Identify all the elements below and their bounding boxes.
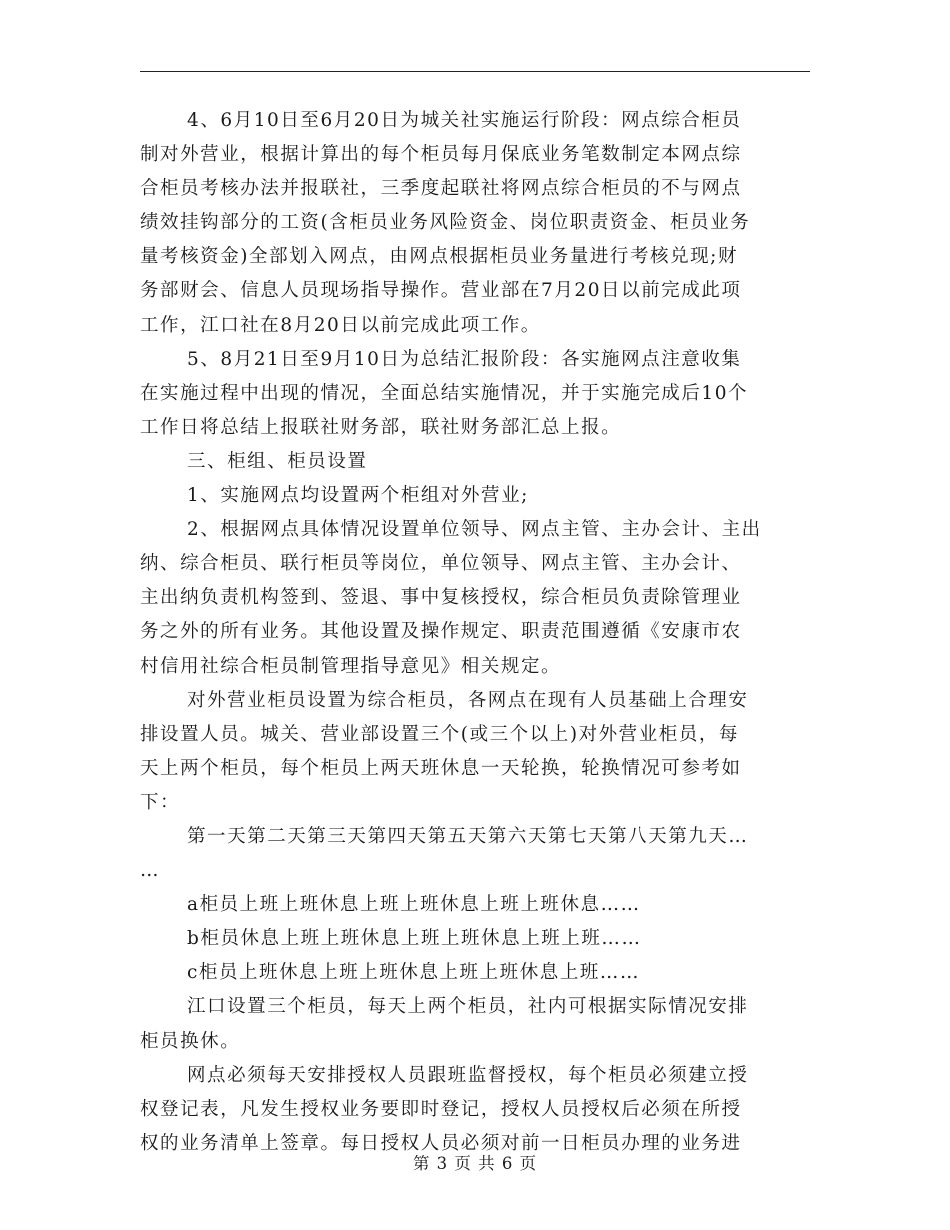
page-footer: 第 3 页 共 6 页	[412, 1154, 538, 1173]
text-line: 三、柜组、柜员设置	[187, 450, 368, 472]
text-line: 权登记表，凡发生授权业务要即时登记，授权人员授权后必须在所授	[140, 1098, 742, 1120]
body-text	[140, 104, 815, 1161]
text-line: 权的业务清单上签章。每日授权人员必须对前一日柜员办理的业务进	[140, 1132, 742, 1154]
text-line: …	[140, 860, 161, 882]
text-line: 4、6月10日至6月20日为城关社实施运行阶段：网点综合柜员	[187, 110, 742, 131]
text-line: 2、根据网点具体情况设置单位领导、网点主管、主办会计、主出	[187, 519, 762, 541]
text-line: 网点必须每天安排授权人员跟班监督授权，每个柜员必须建立授	[187, 1064, 749, 1086]
text-line: 5、8月21日至9月10日为总结汇报阶段：各实施网点注意收集	[187, 348, 742, 370]
text-line: 务之外的所有业务。其他设置及操作规定、职责范围遵循《安康市农	[140, 621, 742, 643]
text-line: 务部财会、信息人员现场指导操作。营业部在7月20日以前完成此项	[140, 280, 742, 302]
text-line: 1、实施网点均设置两个柜组对外营业;	[187, 485, 529, 507]
text-line: 下：	[140, 791, 181, 813]
text-line: a柜员上班上班休息上班上班休息上班上班休息……	[187, 894, 641, 916]
text-line: 江口设置三个柜员，每天上两个柜员，社内可根据实际情况安排	[187, 996, 749, 1018]
text-line: 量考核资金)全部划入网点，由网点根据柜员业务量进行考核兑现;财	[140, 246, 739, 268]
text-line: 第一天第二天第三天第四天第五天第六天第七天第八天第九天…	[187, 825, 749, 847]
text-line: 合柜员考核办法并报联社，三季度起联社将网点综合柜员的不与网点	[140, 178, 742, 200]
header-rule	[140, 71, 810, 72]
text-line: 排设置人员。城关、营业部设置三个(或三个以上)对外营业柜员，每	[140, 723, 739, 745]
text-line: 工作日将总结上报联社财务部，联社财务部汇总上报。	[140, 416, 622, 438]
text-line: 主出纳负责机构签到、签退、事中复核授权，综合柜员负责除管理业	[140, 587, 742, 609]
text-line: 柜员换休。	[140, 1030, 241, 1052]
text-line: c柜员上班休息上班上班休息上班上班休息上班……	[187, 962, 641, 984]
text-line: b柜员休息上班上班休息上班上班休息上班上班……	[187, 928, 642, 950]
text-line: 对外营业柜员设置为综合柜员，各网点在现有人员基础上合理安	[187, 689, 749, 711]
text-line: 村信用社综合柜员制管理指导意见》相关规定。	[140, 655, 562, 677]
text-line: 制对外营业，根据计算出的每个柜员每月保底业务笔数制定本网点综	[140, 144, 742, 166]
text-line: 绩效挂钩部分的工资(含柜员业务风险资金、岗位职责资金、柜员业务	[140, 212, 751, 234]
text-line: 工作，江口社在8月20日以前完成此项工作。	[140, 314, 541, 336]
text-line: 纳、综合柜员、联行柜员等岗位，单位领导、网点主管、主办会计、	[140, 553, 742, 575]
text-line: 在实施过程中出现的情况，全面总结实施情况，并于实施完成后10个	[140, 382, 749, 404]
text-line: 天上两个柜员，每个柜员上两天班休息一天轮换，轮换情况可参考如	[140, 757, 742, 779]
